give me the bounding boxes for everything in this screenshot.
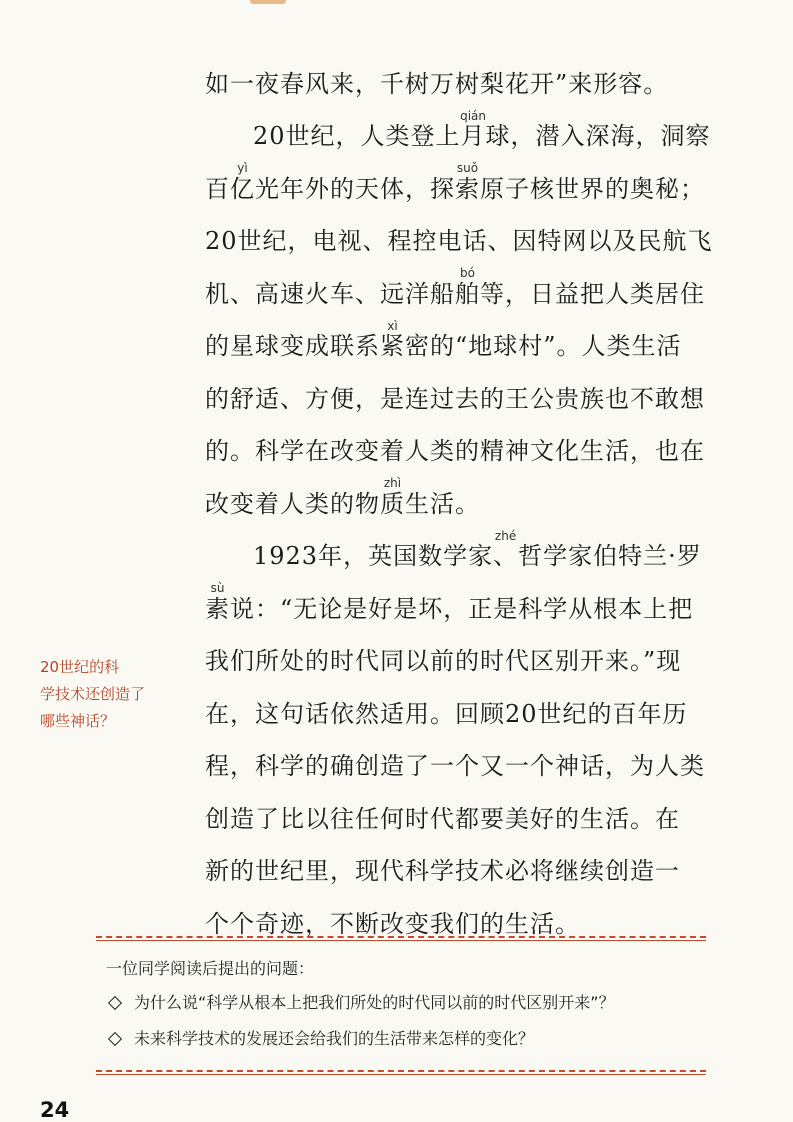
- question-box-bottom-rule: [96, 1070, 706, 1072]
- text-line: [205, 890, 705, 943]
- side-note-line: 学技术还创造了: [40, 685, 146, 703]
- page-number: 24: [40, 1098, 70, 1122]
- text-line-content: 机、高速火车、远洋船舶等，日益把人类居住: [205, 279, 705, 308]
- side-note-line: 20世纪的科: [40, 658, 120, 676]
- text-line: [205, 260, 705, 313]
- question-box: [106, 952, 706, 1057]
- text-line: [205, 50, 705, 103]
- main-text: [205, 50, 713, 943]
- pinyin-annotation: sù: [210, 581, 225, 595]
- text-line: [205, 470, 705, 523]
- question-box-title: 一位同学阅读后提出的问题：: [106, 959, 315, 978]
- question-item: [106, 1021, 706, 1057]
- text-line-content: 素说：“无论是好是坏，正是科学从根本上把: [205, 594, 694, 623]
- text-line-content: 个个奇迹，不断改变我们的生活。: [205, 909, 580, 938]
- question-text: 为什么说“科学从根本上把我们所处的时代同以前的时代区别开来”？: [134, 993, 615, 1012]
- pinyin-annotation: xì: [387, 318, 398, 333]
- pinyin-annotation: bó: [460, 266, 475, 280]
- pinyin-annotation: suǒ: [456, 161, 479, 175]
- text-line-content: 1923年，英国数学家、哲学家伯特兰·罗: [253, 542, 702, 570]
- text-line: [205, 313, 705, 366]
- text-line-content: 在，这句话依然适用。回顾20世纪的百年历: [205, 699, 688, 728]
- question-item: [106, 985, 706, 1021]
- text-line: [205, 208, 713, 261]
- side-note: [40, 654, 192, 735]
- text-line: [205, 418, 705, 471]
- text-line: [205, 523, 705, 576]
- diamond-bullet-icon: [108, 1032, 122, 1046]
- question-box-top-rule: [96, 936, 706, 938]
- text-line-content: 百亿光年外的天体，探索原子核世界的奥秘；: [205, 174, 705, 203]
- text-line-content: 创造了比以往任何时代都要美好的生活。在: [205, 804, 680, 833]
- text-line: [205, 103, 711, 156]
- text-line: [205, 628, 705, 681]
- text-line: [205, 575, 705, 628]
- text-line: [205, 365, 705, 418]
- text-line-content: 20世纪，人类登上月球，潜入深海，洞察: [253, 122, 711, 150]
- text-line-content: 新的世纪里，现代科学技术必将继续创造一: [205, 857, 680, 885]
- pinyin-annotation: zhé: [494, 528, 517, 543]
- text-line-content: 改变着人类的物质生活。: [205, 489, 480, 518]
- diamond-bullet-icon: [108, 996, 122, 1010]
- text-line-content: 的。科学在改变着人类的精神文化生活，也在: [205, 437, 705, 465]
- text-line: [205, 785, 705, 838]
- pinyin-annotation: qián: [460, 108, 486, 123]
- text-line-content: 的星球变成联系紧密的“地球村”。人类生活: [205, 332, 682, 360]
- text-line-content: 的舒适、方便，是连过去的王公贵族也不敢想: [205, 384, 705, 413]
- pinyin-annotation: zhì: [383, 476, 402, 490]
- text-line-content: 20世纪，电视、程控电话、因特网以及民航飞: [205, 227, 713, 255]
- top-decoration: [250, 0, 286, 4]
- text-line: [205, 838, 705, 891]
- text-line-content: 程，科学的确创造了一个又一个神话，为人类: [205, 752, 705, 780]
- pinyin-annotation: yì: [237, 161, 248, 175]
- question-text: 未来科学技术的发展还会给我们的生活带来怎样的变化？: [134, 1029, 535, 1048]
- text-line: [205, 733, 705, 786]
- text-line-content: 如一夜春风来，千树万树梨花开”来形容。: [205, 69, 669, 98]
- text-line: [205, 155, 705, 208]
- text-line: [205, 680, 705, 733]
- side-note-line: 哪些神话？: [40, 712, 116, 730]
- text-line-content: 我们所处的时代同以前的时代区别开来。”现: [205, 647, 682, 675]
